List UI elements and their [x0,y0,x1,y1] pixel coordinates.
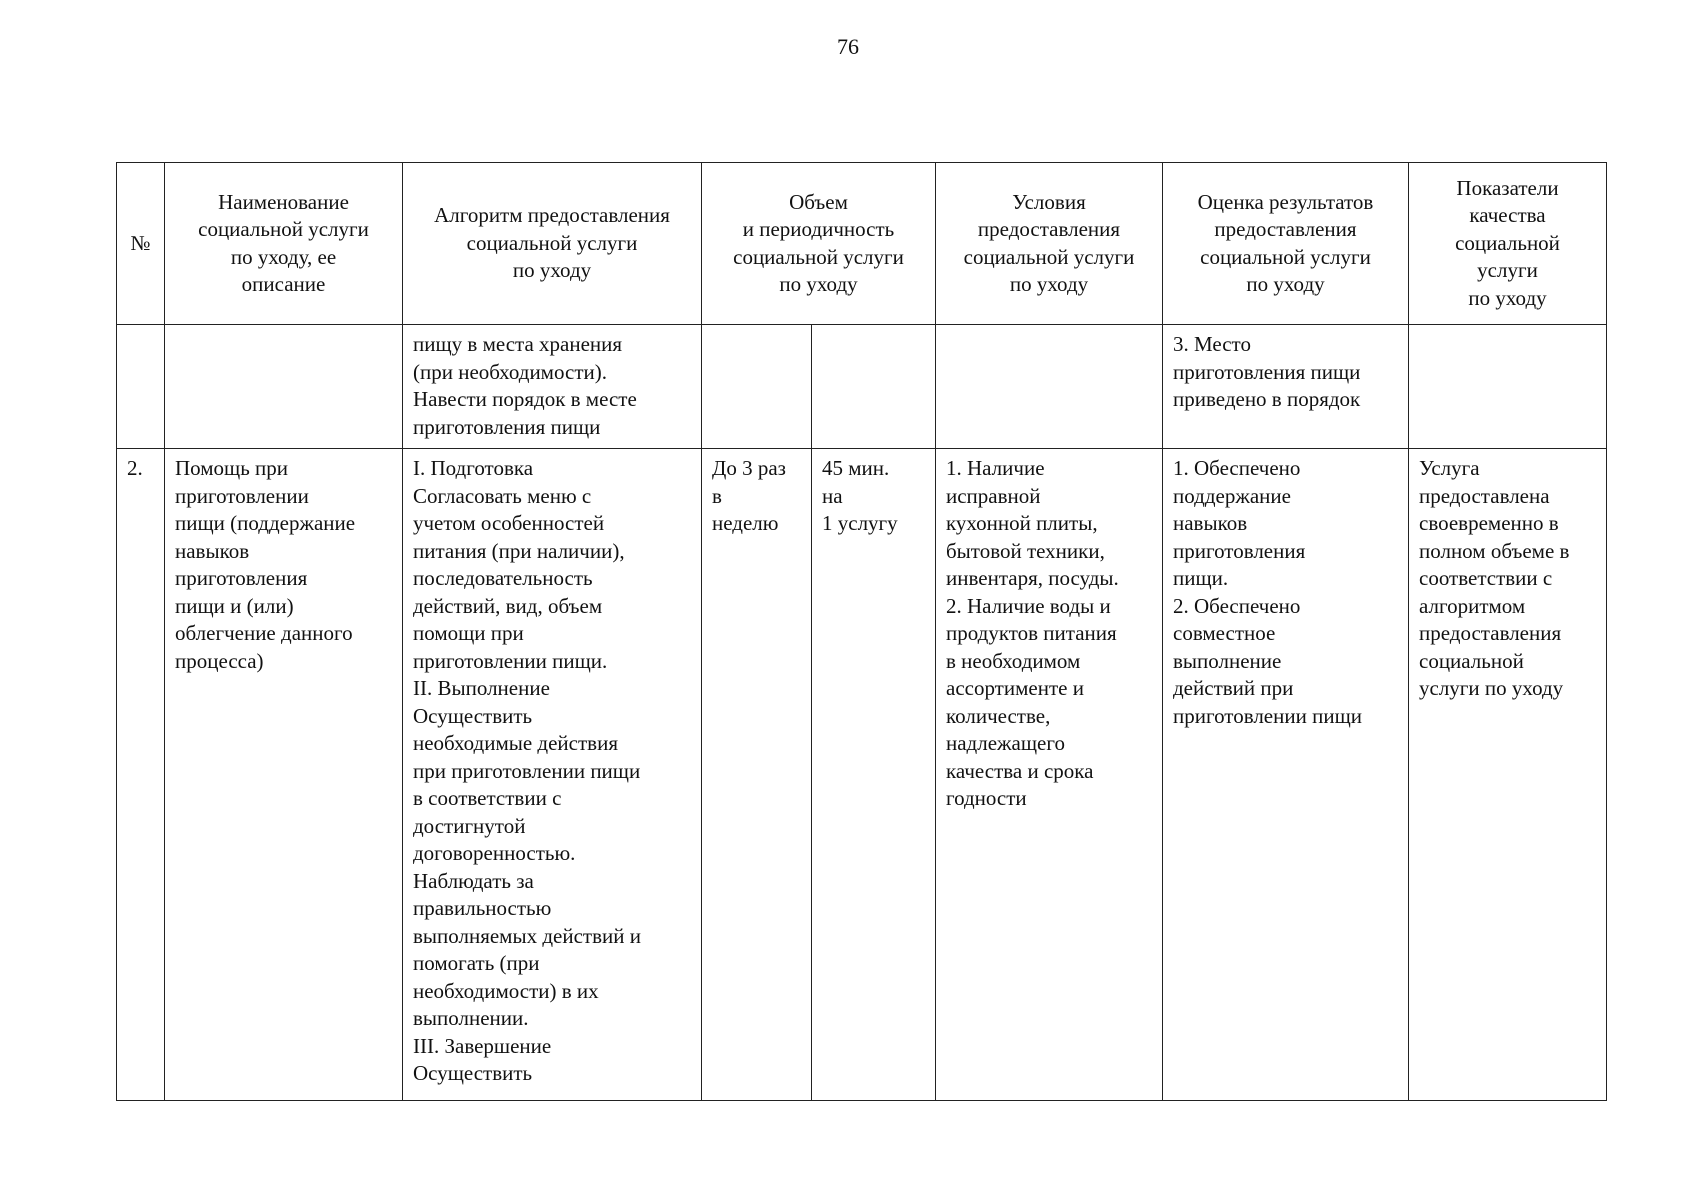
text-line: Осуществить [413,703,533,728]
cont-periodicity-cell [812,325,936,449]
text-line: приготовления пищи [1173,359,1361,384]
service-conditions-cell [936,449,1163,1101]
text-line: ассортименте и [946,676,1084,700]
text-line: пищи и (или) [175,593,294,618]
text-line: действий, вид, объем [413,593,603,618]
header-algorithm [403,163,702,325]
text-line: приготовлении пищи [1173,703,1362,728]
text-line: кухонной плиты, [946,511,1098,535]
text-line: Условия [1012,189,1086,214]
text-line: Наименование [218,189,349,214]
text-line: на [822,483,843,508]
text-line: 1 услугу [822,511,898,535]
text-line: приготовления пищи [413,414,601,439]
text-line: облегчение данного [175,621,353,645]
text-line: предоставления [1214,217,1357,241]
text-line: количестве, [946,703,1051,728]
service-evaluation-cell [1163,449,1409,1101]
text-line: III. Завершение [413,1033,552,1058]
text-line: предоставления [1419,621,1562,645]
text-line: I. Подготовка [413,456,534,480]
text-line: 3. Место [1173,332,1251,356]
service-periodicity-cell [812,449,936,1101]
text-line: Навести порядок в месте [413,387,637,411]
text-line: качества и срока [946,758,1094,783]
text-line: совместное [1173,621,1276,645]
text-line: приведено в порядок [1173,387,1361,411]
service-volume-cell [702,449,812,1101]
text-line: питания (при наличии), [413,538,625,563]
text-line: услуги [1477,258,1538,283]
text-line: (при необходимости). [413,359,607,384]
text-line: в необходимом [946,648,1081,673]
text-line: неделю [712,511,779,535]
text-line: 45 мин. [822,456,890,480]
service-name-cell [165,449,403,1101]
text-line: социальной услуги [1200,244,1371,269]
text-line: помощи при [413,621,524,645]
text-line: договоренностью. [413,841,576,865]
text-line: предоставления [977,217,1121,241]
text-line: социальной [1455,230,1560,255]
text-line: пищи. [1173,566,1229,590]
header-volume-periodicity [702,163,936,325]
cont-volume-cell [702,325,812,449]
header-service-name [165,163,403,325]
text-line: социальной услуги [963,244,1135,269]
text-line: поддержание [1173,483,1291,508]
text-line: по уходу [1009,272,1089,296]
text-line: правильностью [413,896,552,920]
text-line: Осуществить [413,1061,533,1085]
text-line: исправной [946,483,1041,508]
text-line: Услуга [1419,456,1480,480]
text-line: Оценка результатов [1197,189,1374,214]
table-row [117,449,1607,1101]
text-line: и периодичность [742,217,895,241]
text-line: Объем [789,189,848,214]
page-number: 76 [837,34,859,59]
cont-quality-cell [1409,325,1607,449]
text-line: До 3 раз [712,456,786,480]
text-line: 1. Наличие [946,456,1045,480]
text-line: действий при [1173,676,1294,700]
text-line: приготовления [175,566,308,590]
service-quality-cell [1409,449,1607,1101]
cont-conditions-cell [936,325,1163,449]
header-conditions [936,163,1163,325]
table-header-row [117,163,1607,325]
text-line: по уходу, ее [230,244,337,269]
text-line: учетом особенностей [413,511,605,535]
cont-name-cell [165,325,403,449]
text-line: 1. Обеспечено [1173,456,1301,480]
service-algorithm-cell [403,449,702,1101]
text-line: II. Выполнение [413,676,550,700]
text-line: качества [1469,203,1546,228]
text-line: предоставлена [1419,483,1550,508]
text-line: по уходу [512,258,592,283]
table-row [117,325,1607,449]
text-line: по уходу [779,272,858,296]
text-line: Помощь при [175,456,289,480]
text-line: при приготовлении пищи [413,758,641,783]
text-line: продуктов питания [946,621,1117,645]
text-line: в [712,483,722,508]
text-line: по уходу [1468,285,1547,310]
text-line: последовательность [413,566,593,590]
text-line: помогать (при [413,951,540,975]
text-line: 2. Наличие воды и [946,593,1111,618]
text-line: Показатели [1456,175,1559,200]
text-line: социальной услуги [466,230,638,255]
service-number-cell: 2. [117,449,165,1101]
text-line: социальной услуги [198,217,369,241]
text-line: социальной услуги [733,244,904,269]
text-line: навыков [1173,511,1248,535]
cont-evaluation-cell [1163,325,1409,449]
text-line: пищи (поддержание [175,511,356,535]
text-line: в соответствии с [413,786,562,810]
cont-algorithm-cell [403,325,702,449]
text-line: 2. Обеспечено [1173,593,1301,618]
text-line: приготовления [1173,538,1306,563]
text-line: необходимые действия [413,731,618,755]
text-line: своевременно в [1419,511,1559,535]
text-line: навыков [175,538,250,563]
text-line: описание [241,272,326,296]
social-services-table [116,162,1607,1101]
text-line: достигнутой [413,813,526,838]
text-line: процесса) [175,648,264,673]
header-quality [1409,163,1607,325]
text-line: соответствии с [1419,566,1553,590]
text-line: бытовой техники, [946,538,1105,563]
text-line: полном объеме в [1419,538,1570,563]
text-line: Алгоритм предоставления [434,203,670,228]
text-line: выполнении. [413,1006,529,1030]
text-line: по уходу [1246,272,1325,296]
text-line: услуги по уходу [1419,676,1564,700]
text-line: надлежащего [946,731,1065,755]
text-line: необходимости) в их [413,978,599,1003]
header-number: № [117,163,165,325]
text-line: Согласовать меню с [413,483,592,508]
text-line: годности [946,786,1027,810]
text-line: Наблюдать за [413,868,534,893]
text-line: выполнение [1173,648,1282,673]
text-line: выполняемых действий и [413,923,641,948]
text-line: инвентаря, посуды. [946,566,1119,590]
text-line: приготовлении [175,483,309,508]
text-line: алгоритмом [1419,593,1526,618]
text-line: приготовлении пищи. [413,648,608,673]
text-line: пищу в места хранения [413,332,623,356]
header-evaluation [1163,163,1409,325]
text-line: социальной [1419,648,1524,673]
cont-number-cell [117,325,165,449]
